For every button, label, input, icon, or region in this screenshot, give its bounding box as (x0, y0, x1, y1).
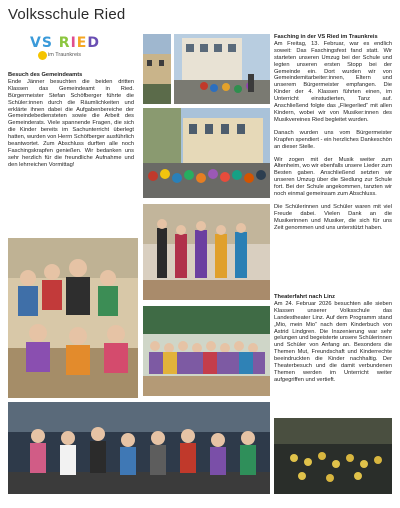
photo-group-wide (8, 402, 270, 494)
article-heading: Theaterfahrt nach Linz (274, 294, 335, 300)
photo-gemeindeamt-visit (8, 238, 138, 398)
article-paragraph: Am Freitag, 13. Februar, war es endlich soweit: Das Faschingsfest fand statt. Wir starteten unseren Umzug bei der Schule und legten unseren ersten Stopp bei der Gemeinde ein. Dort wurden wir von Gemeindemitarbeiter:innen, Eltern und unserem Bürgermeister empfangen. Die Kinder der 4. Klassen führten einen, im Unterricht einstudierten, Tanz auf. Anschließend folgte das „Fliegerlied“ mit allen Kindern, wobei wir von Musiker:innen des Musikvereines Ried begleitet wurden. (274, 40, 392, 123)
article-gemeindeamt (8, 72, 134, 169)
article-paragraph: Wir zogen mit der Musik weiter zum Altenheim, wo wir ebenfalls unsere Lieder zum Besten gaben. Anschließend setzten wir unseren Umzug über die Siedlung zur Schule fort. Bei der Schule angekommen, tanzten wir noch einmal gemeinsam zum Abschluss. (274, 156, 392, 198)
photo-parade-street (174, 34, 270, 104)
article-heading: Besuch des Gemeindeamts (8, 72, 83, 78)
article-paragraph: Danach wurden uns vom Bürgermeister Krapfen spendiert - ein herzliches Dankeschön an dieser Stelle. (274, 129, 392, 150)
photo-theater (274, 418, 392, 494)
page-title: Volksschule Ried (8, 6, 126, 23)
article-body: Ende Jänner besuchten die beiden dritten Klassen das Gemeindeamt in Ried. Bürgermeister Stefan Schöfberger führte die Schüler:innen durch die Räumlichkeiten und erklärte ihnen dabei die Aufgabenbereiche der Gemeindebediensteten sowie die Arbeit des Gemeinderats. Viele spannende Fragen, die sich die Kinder bereits im Sachunterricht überlegt hatten, wurden von Herrn Schöfberger ausführlich beantwortet. Zum Abschluss durften alle noch Faschingskrapfen genießen. Wir bedanken uns sehr herzlich für die freundliche Aufnahme und den lehrreichen Vormittag! (8, 78, 134, 168)
school-logo (30, 36, 120, 66)
article-body: Am 24. Februar 2026 besuchten alle sieben Klassen unserer Volksschule das Landestheater Linz. Auf dem Programm stand „Mio, mein Mio“ nach dem Kinderbuch von Astrid Lindgren. Die Inszenierung war sehr gelungen und begeisterte unsere Schülerinnen und Schüler von Anfang an. Besonders die Themen Mut, Freundschaft und Kinderrechte beeindruckten die Kinder nachhaltig. Der Theaterbesuch und die damit verbundenen Themen werden im Unterricht weiter aufgegriffen und vertieft. (274, 300, 392, 383)
article-paragraph: Die Schülerinnen und Schüler waren mit viel Freude dabei. Vielen Dank an die Musikerinnen und Musiker, die sich für uns Zeit genommen und uns unterstützt haben. (274, 203, 392, 231)
photo-costumes-indoor (143, 204, 270, 300)
photo-crowd-building (143, 108, 270, 198)
photo-classroom-group (143, 306, 270, 396)
article-fasching (274, 34, 392, 238)
sun-icon (38, 51, 47, 60)
photo-school-building (143, 34, 171, 104)
article-heading: Fasching in der VS Ried im Traunkreis (274, 34, 378, 40)
article-theater (274, 294, 392, 384)
logo-wordmark: VS RIED (30, 35, 100, 51)
logo-subtitle: im Traunkreis (48, 52, 82, 58)
